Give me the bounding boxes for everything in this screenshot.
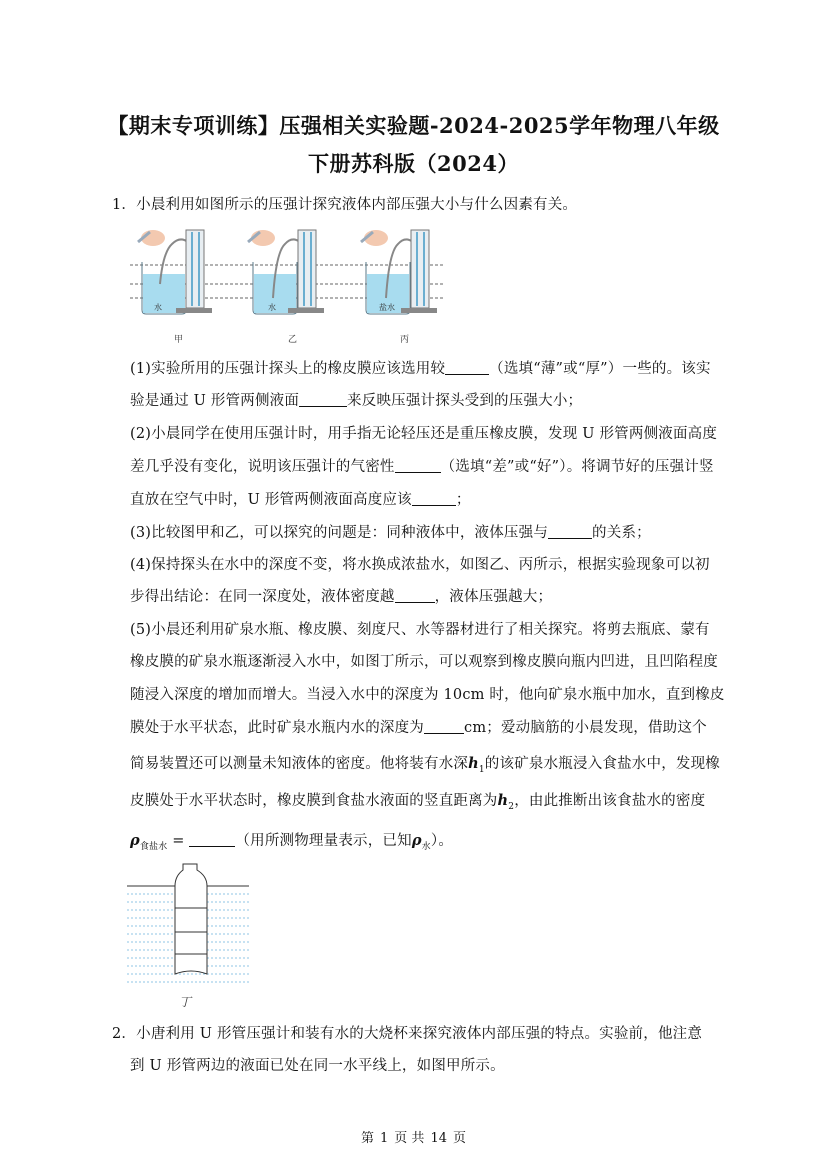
q1-part4-line1: (4)保持探头在水中的深度不变，将水换成浓盐水，如图乙、丙所示，根据实验现象可以初 <box>130 557 710 573</box>
current-page-number: 1 <box>380 1131 389 1146</box>
answer-blank-7[interactable] <box>424 719 464 734</box>
q1-part1-line1: (1)实验所用的压强计探头上的橡皮膜应该选用较 （选填“薄”或“厚”）一些的。该实 <box>130 361 711 377</box>
figure-pressure-gauges <box>120 222 455 347</box>
q1-part5-line3: 随浸入深度的增加而增大。当浸入水中的深度为 10cm 时，他向矿泉水瓶中加水，直到橡皮 <box>130 687 725 703</box>
caption-bing: 丙 <box>400 335 410 345</box>
question-1-stem: 1．小晨利用如图所示的压强计探究液体内部压强大小与什么因素有关。 <box>112 197 578 213</box>
caption-yi: 乙 <box>288 335 298 345</box>
q1-part5-line2: 橡皮膜的矿泉水瓶逐渐浸入水中，如图丁所示，可以观察到橡皮膜向瓶内凹进，且凹陷程度 <box>130 654 718 670</box>
q1-part1-line2: 验是通过 U 形管两侧液面 来反映压强计探头受到的压强大小； <box>130 393 583 409</box>
q1-part2-line3: 直放在空气中时，U 形管两侧液面高度应该 ； <box>130 492 471 508</box>
document-title-line1: 【期末专项训练】压强相关实验题-2024-2025学年物理八年级 <box>107 113 720 138</box>
apparatus-yi <box>248 230 324 345</box>
caption-jia: 甲 <box>174 335 184 345</box>
q1-part2-line2: 差几乎没有变化，说明该压强计的气密性 （选填“差”或“好”）。将调节好的压强计竖 <box>130 459 714 475</box>
answer-blank-4[interactable] <box>412 491 456 506</box>
q1-part5-line5: 简易装置还可以测量未知液体的密度。他将装有水深$h_1$的该矿泉水瓶浸入食盐水中，发现橡 <box>130 755 720 775</box>
q1-part5-line7: $\rho_{食盐水}$ = （用所测物理量表示，已知$\rho_水$）。 <box>130 832 454 852</box>
caption-ding: 丁 <box>179 995 192 1009</box>
apparatus-bing <box>361 230 437 345</box>
page-footer: 第 1 页 共 14 页 <box>361 1131 466 1146</box>
question-2-line2: 到 U 形管两边的液面已处在同一水平线上，如图甲所示。 <box>130 1058 505 1074</box>
apparatus-jia <box>138 230 212 345</box>
document-title-line2: 下册苏科版（2024） <box>308 151 519 176</box>
answer-blank-6[interactable] <box>395 588 435 603</box>
liquid-label-jia: 水 <box>154 303 162 312</box>
answer-blank-1[interactable] <box>445 360 489 375</box>
answer-blank-2[interactable] <box>299 392 347 407</box>
total-pages: 14 <box>430 1131 447 1146</box>
answer-blank-8[interactable] <box>189 832 235 847</box>
liquid-label-yi: 水 <box>268 303 276 312</box>
q1-part2-line1: (2)小晨同学在使用压强计时，用手指无论轻压还是重压橡皮膜，发现 U 形管两侧液面高度 <box>130 426 718 442</box>
q1-part5-line1: (5)小晨还利用矿泉水瓶、橡皮膜、刻度尺、水等器材进行了相关探究。将剪去瓶底、蒙有 <box>130 622 710 638</box>
liquid-label-bing: 盐水 <box>379 303 395 312</box>
answer-blank-3[interactable] <box>395 458 441 473</box>
q1-part3: (3)比较图甲和乙，可以探究的问题是：同种液体中，液体压强与 的关系； <box>130 525 651 541</box>
figure-bottle-in-water <box>125 862 253 1012</box>
q1-part5-line6: 皮膜处于水平状态时，橡皮膜到食盐水液面的竖直距离为$h_2$，由此推断出该食盐水的密度 <box>130 792 706 812</box>
q1-part5-line4: 膜处于水平状态，此时矿泉水瓶内水的深度为 cm；爱动脑筋的小晨发现，借助这个 <box>130 720 707 736</box>
q1-part4-line2: 步得出结论：在同一深度处，液体密度越 ，液体压强越大； <box>130 589 553 605</box>
question-2-line1: 2．小唐利用 U 形管压强计和装有水的大烧杯来探究液体内部压强的特点。实验前，他注意 <box>112 1026 703 1042</box>
answer-blank-5[interactable] <box>548 524 592 539</box>
